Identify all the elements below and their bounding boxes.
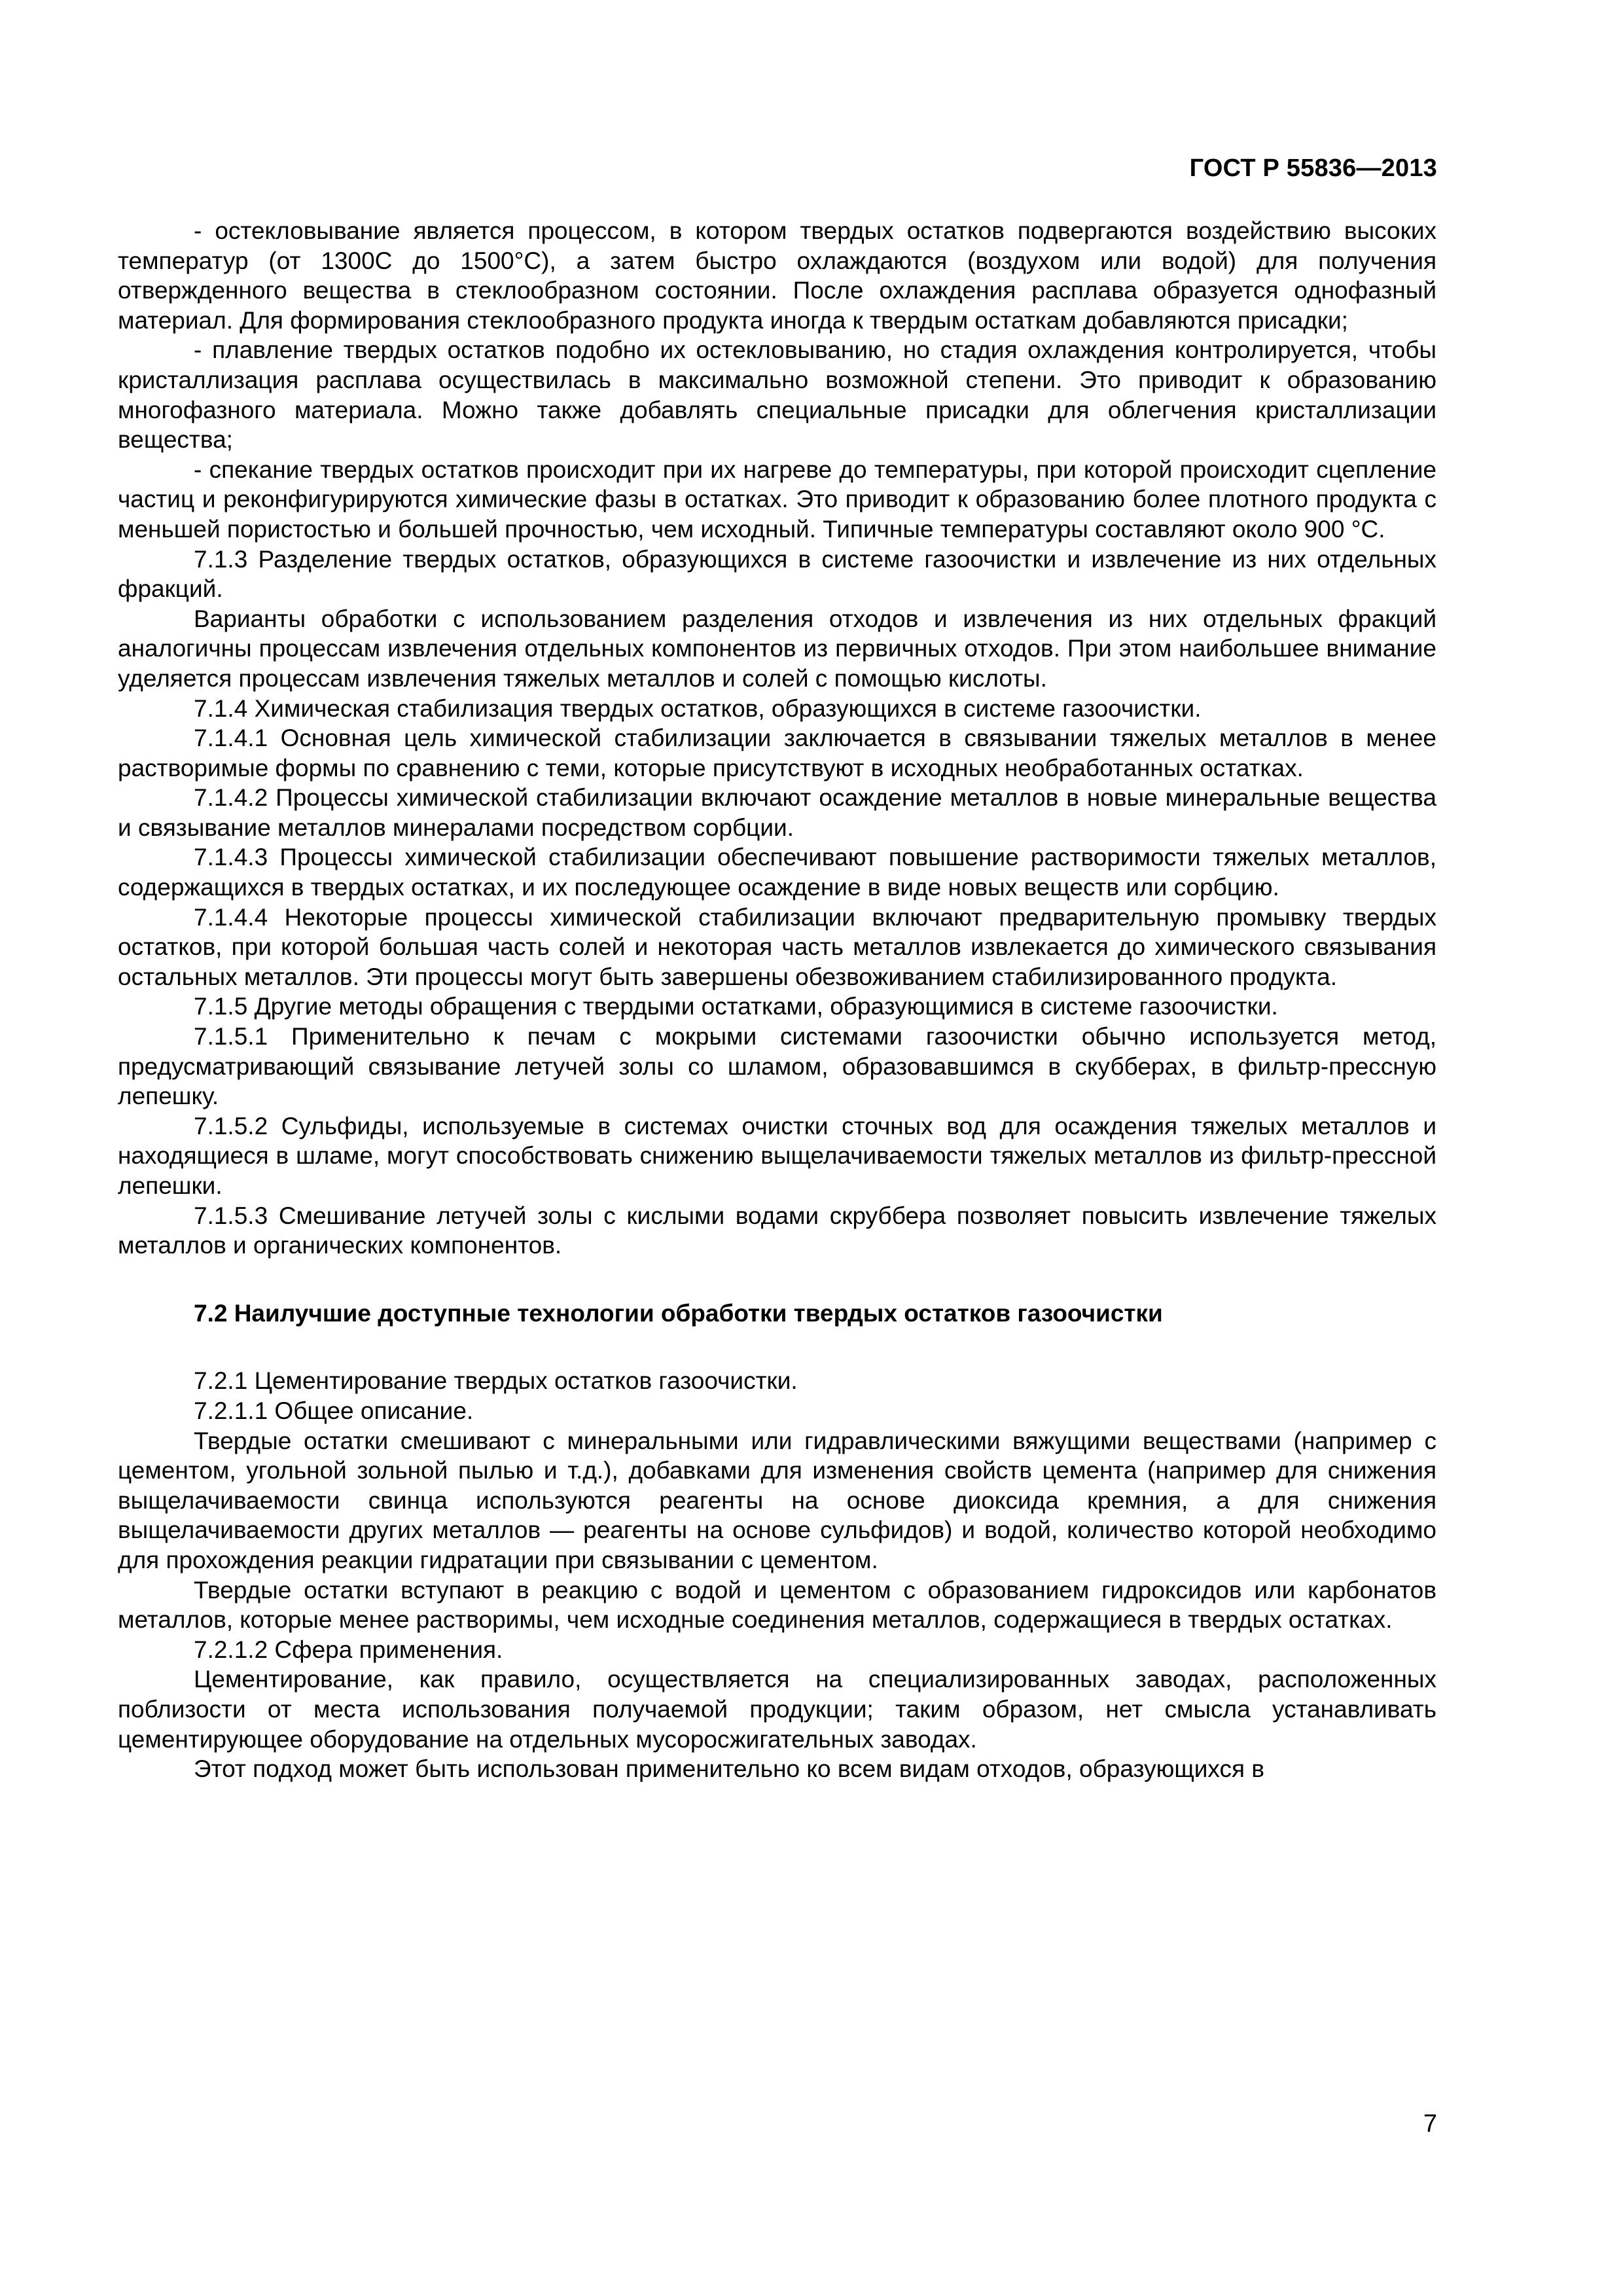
paragraph-7-1-5-1: 7.1.5.1 Применительно к печам с мокрыми системами газоочистки обычно используется метод, предусматривающий связывание летучей золы со шламом, образовавшимся в скубберах, в фильтр-прессную лепешку. — [118, 1023, 1436, 1110]
paragraph-7-2-1: 7.2.1 Цементирование твердых остатков газоочистки. — [194, 1367, 798, 1395]
paragraph-7-1-5: 7.1.5 Другие методы обращения с твердыми остатками, образующимися в системе газоочистки. — [194, 993, 1278, 1020]
paragraph-approach-applicability: Этот подход может быть использован применительно ко всем видам отходов, образующихся в — [194, 1755, 1264, 1783]
document-body — [118, 216, 1436, 1784]
section-heading-7-2: 7.2 Наилучшие доступные технологии обработки твердых остатков газоочистки — [194, 1299, 1163, 1327]
paragraph-vitrification: - остекловывание является процессом, в котором твердых остатков подвергаются воздействию высоких температур (от 1300С до 1500°С), а затем быстро охлаждаются (воздухом или водой) для получения отвержденного вещества в стеклообразном состоянии. После охлаждения расплава образуется однофазный материал. Для формирования стеклообразного продукта иногда к твердым остаткам добавляются присадки; — [118, 217, 1436, 334]
paragraph-7-1-4-1: 7.1.4.1 Основная цель химической стабилизации заключается в связывании тяжелых металлов в менее растворимые формы по сравнению с теми, которые присутствуют в исходных необработанных остатках. — [118, 725, 1436, 781]
paragraph-7-1-4-4: 7.1.4.4 Некоторые процессы химической стабилизации включают предварительную промывку твердых остатков, при которой большая часть солей и некоторая часть металлов извлекается до химического связывания остальных металлов. Эти процессы могут быть завершены обезвоживанием стабилизированного продукта. — [118, 903, 1436, 990]
paragraph-cement-plants: Цементирование, как правило, осуществляется на специализированных заводах, расположенных поблизости от места использования получаемой продукции; таким образом, нет смысла устанавливать цементирующее оборудование на отдельных мусоросжигательных заводах. — [118, 1666, 1436, 1753]
paragraph-7-1-4: 7.1.4 Химическая стабилизация твердых остатков, образующихся в системе газоочистки. — [194, 694, 1202, 722]
paragraph-7-2-1-1: 7.2.1.1 Общее описание. — [194, 1397, 474, 1424]
standard-code-header: ГОСТ Р 55836—2013 — [1189, 154, 1437, 182]
paragraph-melting: - плавление твердых остатков подобно их остекловыванию, но стадия охлаждения контролируется, чтобы кристаллизация расплава осуществилась в максимально возможной степени. Это приводит к образованию многофазного материала. Можно также добавлять специальные присадки для облегчения кристаллизации вещества; — [118, 336, 1436, 454]
paragraph-sintering: - спекание твердых остатков происходит при их нагреве до температуры, при которой происходит сцепление частиц и реконфигурируются химические фазы в остатках. Это приводит к образованию более плотного продукта с меньшей пористостью и большей прочностью, чем исходный. Типичные температуры составляют около 900 °С. — [118, 456, 1436, 543]
paragraph-7-2-1-2: 7.2.1.2 Сфера применения. — [194, 1636, 503, 1663]
paragraph-7-1-5-2: 7.1.5.2 Сульфиды, используемые в системах очистки сточных вод для осаждения тяжелых металлов и находящиеся в шламе, могут способствовать снижению выщелачиваемости тяжелых металлов из фильтр-прессной лепешки. — [118, 1112, 1436, 1199]
paragraph-7-1-3: 7.1.3 Разделение твердых остатков, образующихся в системе газоочистки и извлечение из них отдельных фракций. — [118, 545, 1436, 603]
paragraph-7-1-5-3: 7.1.5.3 Смешивание летучей золы с кислыми водами скруббера позволяет повысить извлечение тяжелых металлов и органических компонентов. — [118, 1202, 1436, 1259]
page-number: 7 — [1423, 2110, 1437, 2138]
paragraph-cement-mixing: Твердые остатки смешивают с минеральными или гидравлическими вяжущими веществами (например с цементом, угольной зольной пылью и т.д.), добавками для изменения свойств цемента (например для снижения выщелачиваемости свинца используются реагенты на основе диоксида кремния, а для снижения выщелачиваемости других металлов — реагенты на основе сульфидов) и водой, количество которой необходимо для прохождения реакции гидратации при связывании с цементом. — [118, 1427, 1436, 1573]
paragraph-cement-reaction: Твердые остатки вступают в реакцию с водой и цементом с образованием гидроксидов или карбонатов металлов, которые менее растворимы, чем исходные соединения металлов, содержащиеся в твердых остатках. — [118, 1576, 1436, 1634]
paragraph-7-1-4-2: 7.1.4.2 Процессы химической стабилизации включают осаждение металлов в новые минеральные вещества и связывание металлов минералами посредством сорбции. — [118, 784, 1436, 841]
paragraph-separation-options: Варианты обработки с использованием разделения отходов и извлечения из них отдельных фракций аналогичны процессам извлечения отдельных компонентов из первичных отходов. При этом наибольшее внимание уделяется процессам извлечения тяжелых металлов и солей с помощью кислоты. — [118, 605, 1436, 692]
paragraph-7-1-4-3: 7.1.4.3 Процессы химической стабилизации обеспечивают повышение растворимости тяжелых металлов, содержащихся в твердых остатках, и их последующее осаждение в виде новых веществ или сорбцию. — [118, 844, 1436, 901]
